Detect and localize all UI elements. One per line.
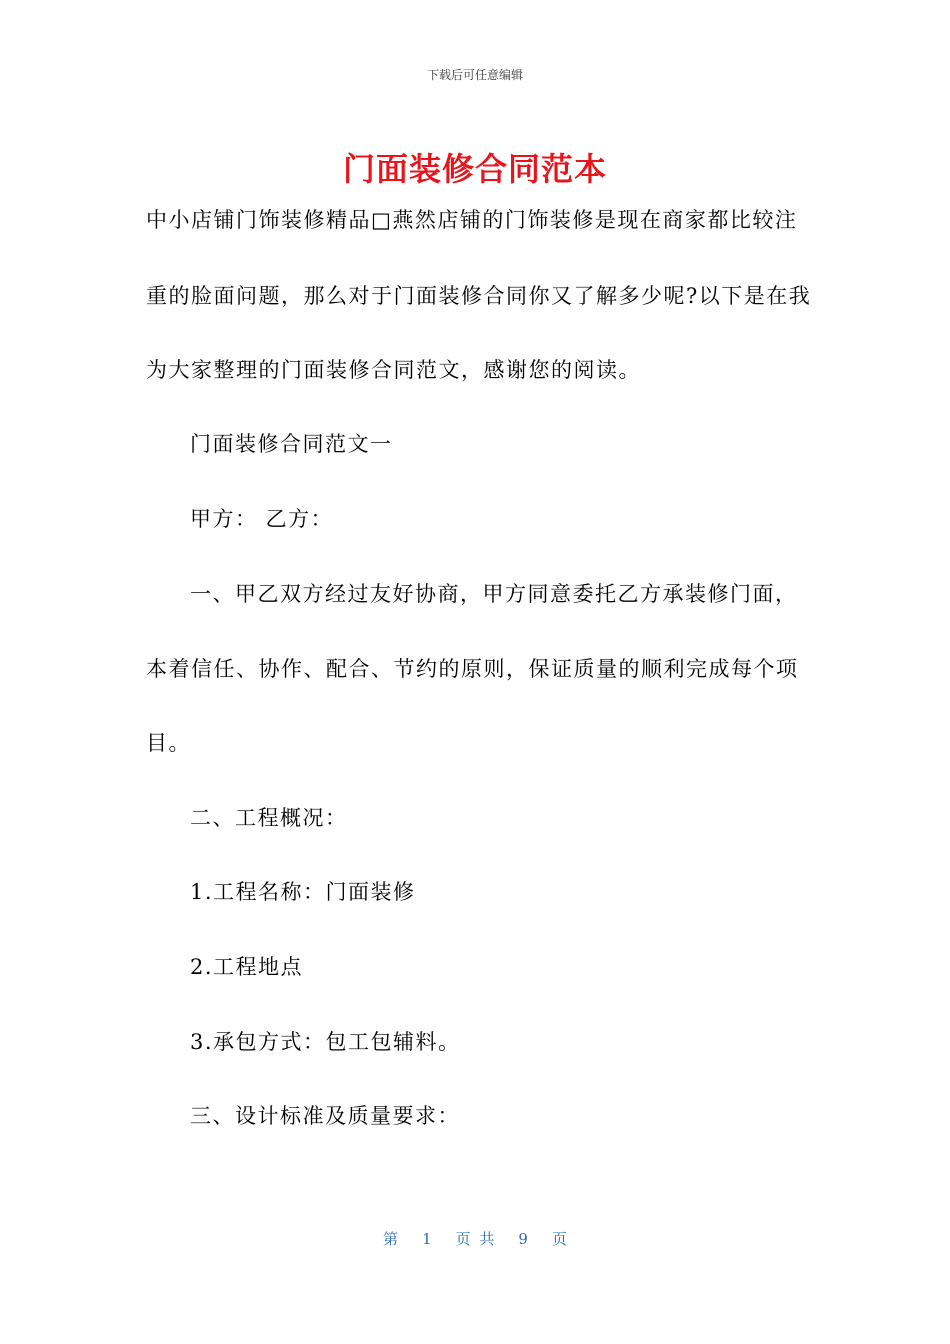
paragraph-line-2: 重的脸面问题，那么对于门面装修合同你又了解多少呢?以下是在我: [146, 284, 812, 308]
footer-suffix: 页: [551, 1230, 567, 1248]
parties-line: 甲方： 乙方：: [190, 507, 334, 531]
footer-prefix: 第: [383, 1230, 399, 1248]
clause-one-line-1: 一、甲乙双方经过友好协商，甲方同意委托乙方承装修门面，: [190, 582, 798, 606]
project-location-line: 2.工程地点: [190, 955, 304, 979]
project-name-line: 1.工程名称：门面装修: [190, 880, 416, 904]
header-note: 下载后可任意编辑: [426, 68, 523, 82]
footer-total-pages: 9: [518, 1230, 528, 1248]
contract-method-line: 3.承包方式：包工包辅料。: [190, 1030, 461, 1054]
page-footer: [0, 1228, 950, 1249]
section-heading-sample-one: 门面装修合同范文一: [190, 432, 393, 456]
footer-current-page: 1: [422, 1230, 432, 1248]
clause-three-heading: 三、设计标准及质量要求：: [190, 1104, 460, 1128]
paragraph-line-1: 中小店铺门饰装修精品□燕然店铺的门饰装修是现在商家都比较注: [146, 208, 798, 232]
footer-middle: 页 共: [455, 1230, 495, 1248]
document-title: 门面装修合同范本: [342, 150, 607, 188]
clause-one-line-3: 目。: [146, 731, 191, 755]
paragraph-line-3: 为大家整理的门面装修合同范文，感谢您的阅读。: [146, 358, 641, 382]
clause-two-heading: 二、工程概况：: [190, 806, 348, 830]
clause-one-line-2: 本着信任、协作、配合、节约的原则，保证质量的顺利完成每个项: [146, 657, 799, 681]
